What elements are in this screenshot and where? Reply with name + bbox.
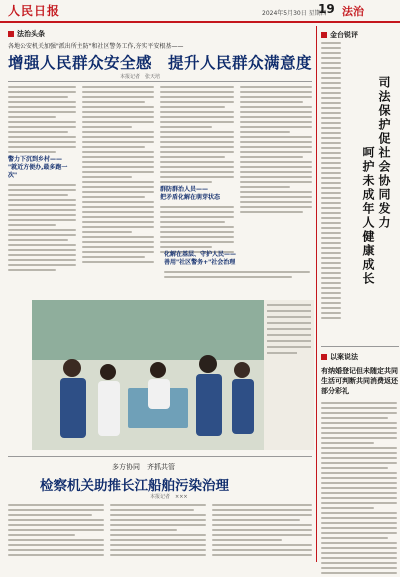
right-column [316, 26, 400, 562]
page-number: 19 [318, 2, 335, 16]
article-subhead-2: 群防群治人员—— 把矛盾化解在萌芽状态 [160, 186, 221, 201]
article-subhead-1: 警力下沉到乡村—— "就近方便办,最多跑一次" [8, 156, 68, 179]
case-divider [321, 346, 399, 347]
bottom-story-divider [8, 456, 312, 457]
section-marker-icon [321, 32, 327, 38]
page-header [0, 0, 400, 22]
bottom-story-byline: 本报记者 ××× [150, 494, 188, 500]
photo-caption [264, 300, 314, 450]
case-tag-label: 以案说法 [330, 353, 358, 361]
bottom-story-kicker: 多方协同 齐抓共管 [112, 463, 175, 471]
section-marker-icon [8, 31, 14, 37]
article-subhead-3-block [164, 248, 310, 281]
article-column-2 [82, 86, 154, 266]
article-column-3 [160, 86, 234, 256]
headline-divider [8, 81, 312, 82]
header-rule [0, 21, 400, 23]
top-story-section-tag [8, 29, 45, 39]
case-headline: 有纳婚登记但未随定共同生活可判断共同消费返还部分彩礼 [321, 366, 398, 395]
editorial-section-tag [321, 30, 358, 40]
case-body [321, 402, 397, 577]
news-photo-children-police [32, 300, 264, 450]
article-column-1 [8, 86, 76, 274]
section-tag-label: 法治头条 [17, 30, 45, 38]
bottom-story-headline: 检察机关助推长江船舶污染治理 [40, 478, 229, 494]
bottom-column-3 [212, 504, 312, 559]
top-story-kicker: 各地公安机关加强"派出所主防"和社区警务工作,夯实平安根基—— [8, 43, 184, 50]
photo-illustration [32, 300, 264, 450]
section-marker-icon [321, 354, 327, 360]
top-story-headline: 增强人民群众安全感 提升人民群众满意度 [8, 53, 313, 72]
issue-date: 2024年5月30日 星期四 [262, 10, 327, 17]
article-column-4 [240, 86, 312, 216]
editorial-title-line-2: 呵护未成年人健康成长 [361, 146, 375, 286]
newspaper-masthead: 人民日报 [8, 4, 61, 18]
article-subhead-3: 化解在基层、守护人民—— 善用"社区警务+"社会治理 [164, 251, 237, 266]
case-section-tag [321, 352, 358, 362]
page-section-name: 法治 [342, 5, 364, 18]
editorial-tag-label: 金台锐评 [330, 31, 358, 39]
editorial-body [321, 42, 341, 322]
editorial-title-line-1: 司法保护促社会协同发力 [377, 76, 391, 230]
top-story-byline: 本报记者 张天培 [120, 74, 161, 80]
bottom-column-1 [8, 504, 104, 559]
bottom-column-2 [110, 504, 206, 559]
